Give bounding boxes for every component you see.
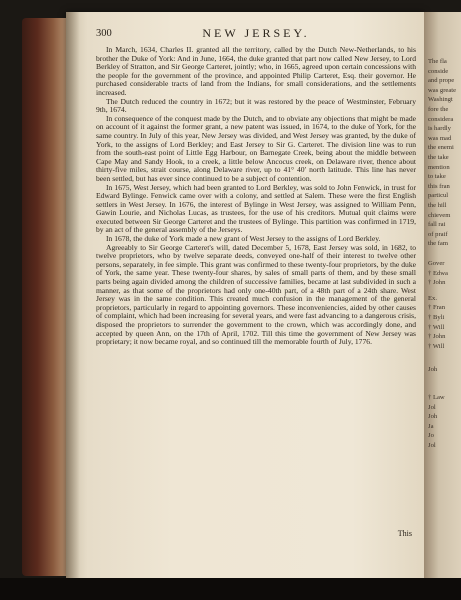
paragraph: Agreeably to Sir George Carteret's will, dated December 5, 1678, East Jersey was sold, in 1682, to twelve proprietors, who by twelve separate deeds, conveyed one-half of their interest to twelve other persons, separately, in fee simple. This grant was confirmed to these twenty-four proprietors, by the duke of York, the same year. These twenty-four shares, by sales of small parts of them, and by these small parts being again divided among the children of successive families, became at last subdivided in such a manner, as that some of the proprietors had only one-40th part, of a 48th part of a 24th share. West Jersey was in the same condition. This created much confusion in the management of the general proprietors, particularly in regard to appointing governors. These inconveniencies, aided by other causes of complaint, which had been increasing for several years, and were fast advancing to a dangerous crisis, disposed the proprietors to surrender the government to the crown, which was accordingly done, and accepted by queen Ann, on the 17th of April, 1702. Till this time the government of New Jersey was proprietary; it now became royal, and so continued till the memorable fourth of July, 1776. (96, 242, 416, 347)
right-page-text-fragment: † Will (428, 323, 445, 331)
right-page-text-fragment: chievem (428, 211, 451, 219)
paragraph: In consequence of the conquest made by the Dutch, and to obviate any objections that might be made on account of it against the former grant, a new patent was issued, in 1674, to the duke of York, for the same country. In July of this year, New Jersey was divided, and West Jersey was granted, by the duke of York, to the assigns of Lord Berkley; and East Jersey to Sir G. Carteret. The division line was to run from the south-east point of Little Egg Harbour, on Barnegate Creek, being about the middle between Cape May and Sandy Hook, to a creek, a little below Ancocus creek, on Delaware river, thence about thirty-five miles, strait course, along Delaware river, up to 41° 40′ north latitude. This line has never been settled, but has ever since continued to be a subject of contention. (96, 113, 416, 183)
right-page-text-fragment: this fran (428, 182, 450, 190)
right-page-text-fragment: was mad (428, 134, 452, 142)
right-page-text-fragment: † Law (428, 394, 445, 401)
right-page-text-fragment: was greate (428, 86, 457, 94)
paragraph: The Dutch reduced the country in 1672; but it was restored by the peace of Westminster, February 9th, 1674. (96, 96, 416, 115)
right-page-text-fragment: the take (428, 154, 449, 161)
right-page-text-fragment: Jol (428, 403, 436, 411)
right-page-text-fragment: † John (428, 279, 446, 287)
right-page-text-fragment: Jo (428, 432, 434, 440)
page-gutter-shadow (66, 12, 80, 578)
right-page-text-fragment: mention (428, 163, 450, 171)
paragraph: In 1678, the duke of York made a new grant of West Jersey to the assigns of Lord Berkley. (106, 234, 381, 244)
right-page-text-fragment: † Edwa (428, 269, 448, 277)
right-page-text-fragment: fore the (428, 106, 449, 113)
right-page-text-fragment: of praif (428, 230, 448, 238)
left-page (66, 12, 424, 578)
right-page-text-fragment: the fam (428, 240, 448, 248)
right-page-text-fragment: and prope (428, 77, 455, 85)
right-page-text-fragment: particul (428, 192, 449, 200)
right-page-text-fragment: Joh (428, 413, 438, 421)
right-page-text-fragment: † Will (428, 342, 445, 350)
right-page-text-fragment: conside (428, 67, 449, 75)
right-page-text-fragment: considera (428, 115, 454, 123)
right-page-text-fragment: Washingt (428, 96, 453, 104)
right-page-fragment (424, 12, 461, 578)
right-page-text-fragment: † Byli (428, 314, 445, 321)
right-page-text-fragment: † John (428, 333, 446, 341)
body-text (96, 46, 416, 347)
page-header (96, 28, 416, 42)
right-page-text-fragment: Jol (428, 442, 436, 449)
right-page-text-fragment: Ja (428, 422, 434, 430)
right-page-text-fragment: Gover (428, 260, 445, 267)
right-page-text-fragment: to take (428, 173, 446, 181)
right-page-text-fragment: † Fran (428, 304, 446, 312)
running-title: NEW JERSEY. (202, 26, 310, 40)
right-page-text-fragment: the hill (428, 202, 447, 209)
paragraph: In March, 1634, Charles II. granted all the territory, called by the Dutch New-Netherlands, to his brother the Duke of York: And in June, 1664, the duke granted that part now called New Jersey, to Lord Berkley of Stratton, and Sir George Carteret, jointly; who, in 1665, agreed upon certain concessions with the people for the government of the province, and appointed Philip Carteret, Esq. their governor. He purchased considerable tracts of land from the Indians, for small considerations, and the settlements increased. (96, 45, 416, 97)
right-page-text-fragment: fall rai (428, 221, 446, 229)
table-surface (0, 578, 461, 600)
paragraph: In 1675, West Jersey, which had been granted to Lord Berkley, was sold to John Fenwick, in trust for Edward Bylinge. Fenwick came over with a colony, and settled at Salem. These were the first English settlers in West Jersey. In 1676, the interest of Bylinge in West Jersey, was assigned to William Penn, Gawin Lourie, and Nicholas Lucas, as trustees, for the use of his creditors. Mutual quit claims were executed between Sir George Carteret and the trustees of Bylinge. This partition was confirmed in 1719, by an act of the general assembly of the Jerseys. (96, 182, 416, 235)
right-page-text-fragment: The fla (428, 58, 447, 65)
catchword: This (397, 529, 412, 538)
page-number: 300 (96, 28, 112, 39)
right-page-text-fragment: Joh (428, 366, 438, 374)
right-page-text-fragment: the enemi (428, 144, 454, 152)
right-page-text-fragment: Ex. (428, 294, 437, 302)
right-page-text-fragment: is hardly (428, 125, 451, 133)
